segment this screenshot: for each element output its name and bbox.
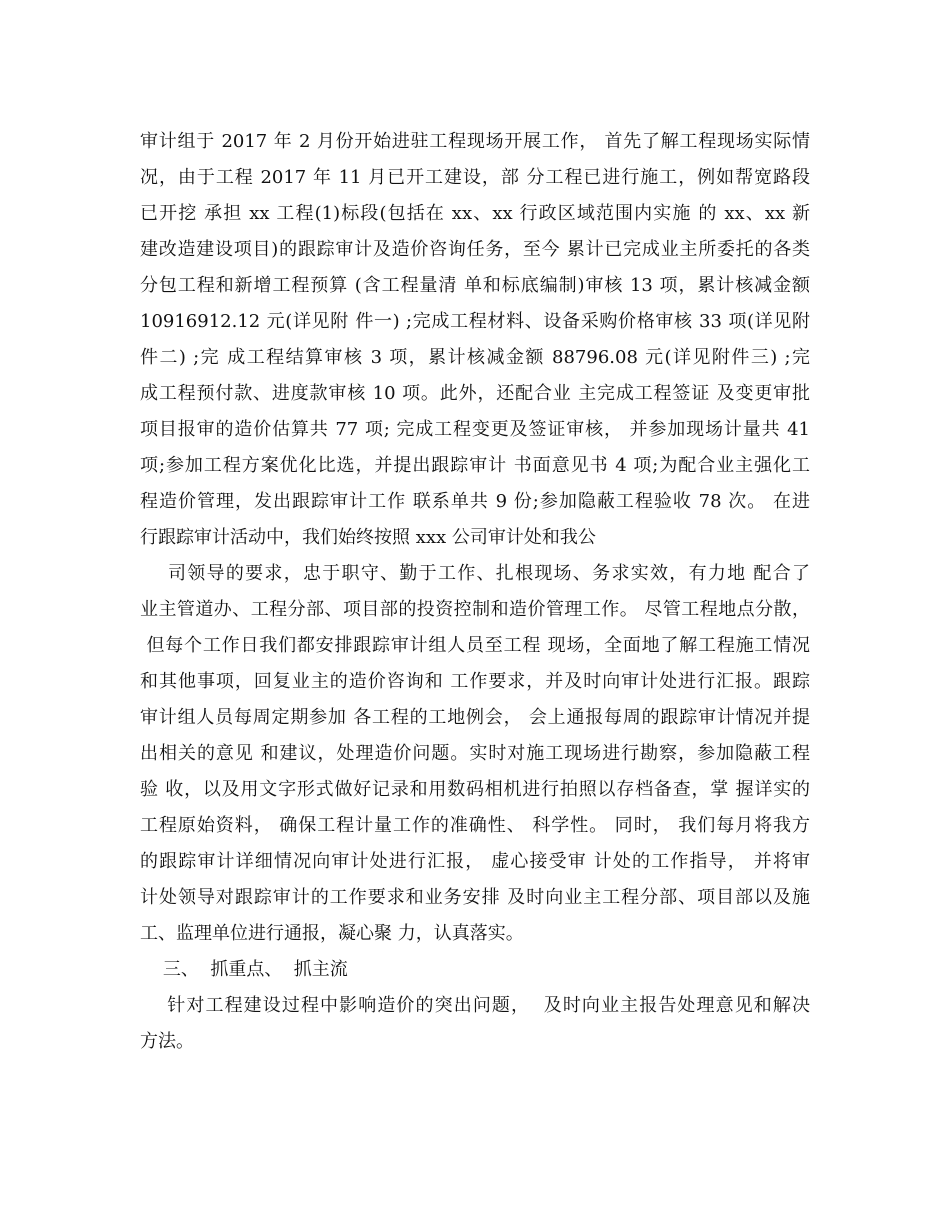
text-line: 和其他事项，回复业主的造价咨询和 工作要求，并及时向审计处进行汇报。跟踪	[140, 671, 810, 692]
text-line: 项目报审的造价估算共 77 项; 完成工程变更及签证审核， 并参加现场计量共 41	[140, 419, 810, 440]
text-line: 工程原始资料， 确保工程计量工作的准确性、 科学性。 同时， 我们每月将我方	[140, 815, 810, 836]
text-line: 审计组于 2017 年 2 月份开始进驻工程现场开展工作， 首先了解工程现场实际情	[140, 131, 810, 152]
text-line: 10916912.12 元(详见附 件一) ;完成工程材料、设备采购价格审核 33 项(详见附	[140, 311, 810, 332]
text-line: 项;参加工程方案优化比选，并提出跟踪审计 书面意见书 4 项;为配合业主强化工	[140, 455, 810, 476]
text-line: 计处领导对跟踪审计的工作要求和业务安排 及时向业主工程分部、项目部以及施	[140, 887, 810, 908]
text-line: 工、监理单位进行通报，凝心聚 力，认真落实。	[140, 923, 524, 944]
text-line: 况，由于工程 2017 年 11 月已开工建设，部 分工程已进行施工，例如帮宽路段	[140, 167, 810, 188]
text-line: 业主管道办、工程分部、项目部的投资控制和造价管理工作。 尽管工程地点分散，	[140, 599, 810, 620]
text-line: 分包工程和新增工程预算 (含工程量清 单和标底编制)审核 13 项，累计核减金额	[140, 275, 810, 296]
text-line: 件二) ;完 成工程结算审核 3 项，累计核减金额 88796.08 元(详见附件三) ;完	[140, 347, 810, 368]
text-line: 针对工程建设过程中影响造价的突出问题， 及时向业主报告处理意见和解决	[140, 995, 810, 1016]
text-line: 已开挖 承担 xx 工程(1)标段(包括在 xx、xx 行政区域范围内实施 的 xx、xx 新	[140, 203, 810, 224]
text-line: 行跟踪审计活动中，我们始终按照 xxx 公司审计处和我公	[140, 527, 596, 548]
text-line: 成工程预付款、进度款审核 10 项。此外，还配合业 主完成工程签证 及变更审批	[140, 383, 810, 404]
text-line: 程造价管理，发出跟踪审计工作 联系单共 9 份;参加隐蔽工程验收 78 次。 在进	[140, 491, 810, 512]
text-line: 验 收，以及用文字形式做好记录和用数码相机进行拍照以存档备查，掌 握详实的	[140, 779, 810, 800]
document-body	[140, 124, 810, 1060]
text-line: 审计组人员每周定期参加 各工程的工地例会， 会上通报每周的跟踪审计情况并提	[140, 707, 810, 728]
text-line: 的跟踪审计详细情况向审计处进行汇报， 虚心接受审 计处的工作指导， 并将审	[140, 851, 810, 872]
text-line: 出相关的意见 和建议，处理造价问题。实时对施工现场进行勘察，参加隐蔽工程	[140, 743, 810, 764]
text-line: 方法。	[140, 1031, 194, 1052]
text-line: 建改造建设项目)的跟踪审计及造价咨询任务，至今 累计已完成业主所委托的各类	[140, 239, 810, 260]
text-line: 司领导的要求，忠于职守、勤于工作、扎根现场、务求实效，有力地 配合了	[140, 563, 810, 584]
text-line: 但每个工作日我们都安排跟踪审计组人员至工程 现场，全面地了解工程施工情况	[140, 635, 810, 656]
section-heading: 三、 抓重点、 抓主流	[140, 959, 348, 980]
